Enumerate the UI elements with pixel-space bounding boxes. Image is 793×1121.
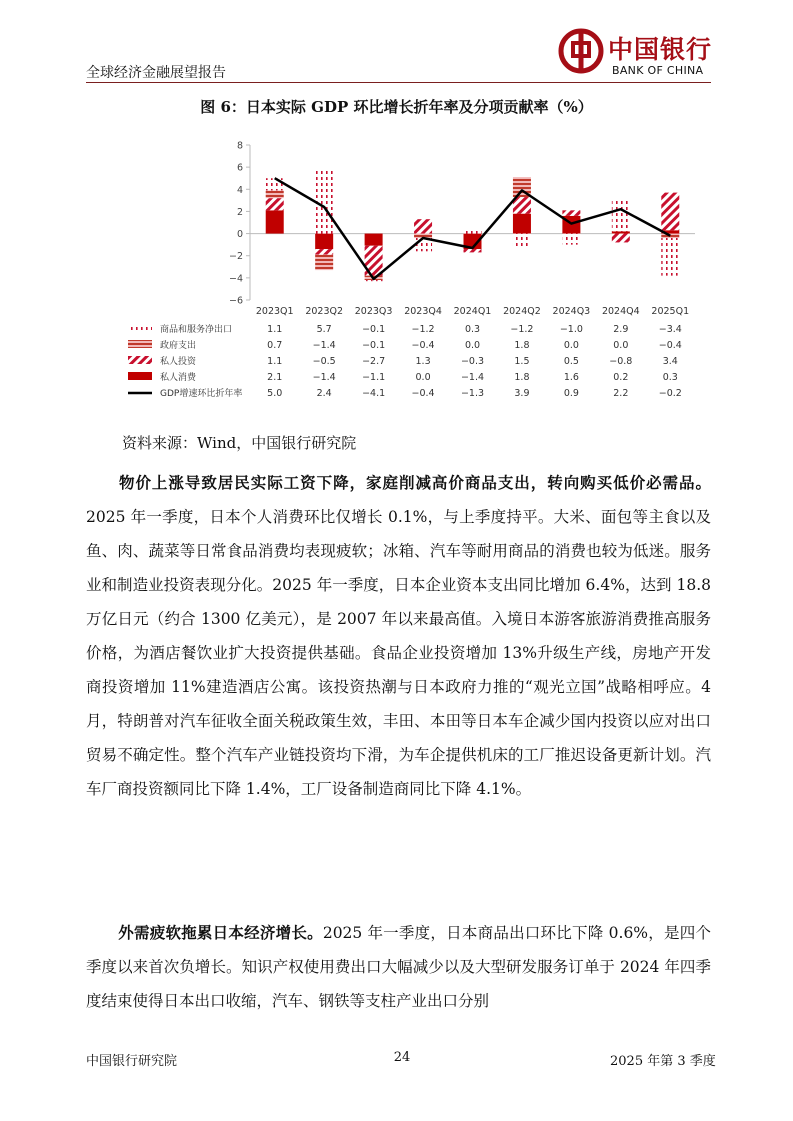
x-tick-label: 2024Q2 [503, 306, 541, 317]
legend-key-solid-red [128, 372, 152, 380]
table-cell: 1.1 [267, 324, 283, 335]
table-cell: −1.4 [460, 372, 485, 383]
table-cell: 3.4 [662, 356, 678, 367]
y-tick-label: 8 [236, 140, 243, 152]
table-cell: −0.3 [460, 356, 485, 367]
table-cell: −3.4 [658, 324, 682, 335]
table-cell: −4.1 [362, 388, 386, 399]
legend-label: 私人投资 [160, 357, 197, 367]
table-cell: 1.3 [415, 356, 431, 367]
y-tick-label: 6 [236, 162, 243, 174]
x-tick-label: 2023Q4 [404, 306, 442, 317]
table-cell: 0.9 [563, 388, 579, 399]
y-tick-label: 0 [236, 229, 243, 241]
table-cell: −1.3 [460, 388, 485, 399]
table-cell: −1.2 [510, 324, 534, 335]
paragraph-consumption-body: 2025 年一季度，日本个人消费环比仅增长 0.1%，与上季度持平。大米、面包等主食以及鱼、肉、蔬菜等日常食品消费均表现疲软；冰箱、汽车等耐用商品的消费也较为低迷。服务业和制造业投资表现分化。2025 年一季度，日本企业资本支出同比增加 6.4%，达到 18.8 万亿日元（约合 1300 亿美元），是 2007 年以来最高值。入境日本游客旅游消费推高服务价格，为酒店餐饮业扩大投资提供基础。食品企业投资增加 13%升级生产线，房地产开发商投资增加 11%建造酒店公寓。该投资热潮与日本政府力推的“观光立国”战略相呼应。4 月，特朗普对汽车征收全面关税政策生效，丰田、本田等日本车企减少国内投资以应对出口贸易不确定性。整个汽车产业链投资均下滑，为车企提供机床的工厂推迟设备更新计划。汽车厂商投资额同比下降 1.4%，工厂设备制造商同比下降 4.1%。 [86, 508, 711, 798]
table-cell: 3.9 [514, 388, 530, 399]
bar-diagonal-stripes-2024Q4 [612, 234, 630, 243]
table-cell: −0.4 [411, 340, 435, 351]
table-cell: −0.2 [658, 388, 682, 399]
bar-horizontal-stripes-2023Q2 [315, 255, 333, 271]
table-cell: 2.1 [267, 372, 283, 383]
paragraph-external-demand [86, 916, 711, 1018]
bar-dashed-red-2024Q1 [464, 230, 482, 233]
y-tick-label: 4 [236, 184, 243, 196]
x-tick-label: 2024Q1 [453, 306, 492, 317]
table-cell: 5.7 [316, 324, 332, 335]
y-tick-label: −4 [228, 273, 243, 285]
report-title: 全球经济金融展望报告 [86, 65, 226, 81]
paragraph-external-demand-lead: 外需疲软拖累日本经济增长。 [118, 923, 323, 942]
y-tick-label: −6 [228, 295, 243, 307]
x-tick-label: 2023Q2 [305, 306, 344, 317]
bank-logo-chinese: 中国银行 [608, 35, 713, 64]
bar-dashed-red-2023Q1 [266, 178, 284, 190]
legend-label: GDP增速环比折年率 [160, 389, 243, 399]
bar-solid-red-2023Q1 [266, 210, 284, 233]
legend-label: 私人消费 [160, 373, 197, 383]
table-cell: −0.4 [658, 340, 682, 351]
table-cell: 2.2 [613, 388, 629, 399]
gdp-contribution-chart [120, 135, 700, 415]
x-tick-label: 2024Q3 [552, 306, 591, 317]
legend-label: 商品和服务净出口 [160, 325, 233, 335]
table-cell: 0.3 [464, 324, 481, 335]
paragraph-external-demand-body: 2025 年一季度，日本商品出口环比下降 0.6%，是四个季度以来首次负增长。知识产权使用费出口大幅减少以及大型研发服务订单于 2024 年四季度结束使得日本出口收缩，汽车、钢铁等支柱产业出口分别 [86, 924, 711, 1010]
table-cell: 1.1 [267, 356, 283, 367]
legend-key-diagonal-stripes [128, 356, 152, 364]
bar-horizontal-stripes-2023Q1 [266, 190, 284, 198]
bar-diagonal-stripes-2024Q1 [464, 249, 482, 252]
bank-logo-icon [558, 28, 604, 74]
y-tick-label: 2 [236, 206, 243, 218]
bar-dashed-red-2024Q4 [612, 199, 630, 231]
legend-key-dashed-red [128, 324, 152, 332]
x-tick-label: 2024Q4 [601, 306, 640, 317]
table-cell: 2.4 [316, 388, 332, 399]
bar-solid-red-2023Q3 [365, 234, 383, 246]
bank-logo-english: BANK OF CHINA [612, 64, 704, 77]
footer-quarter: 2025 年第 3 季度 [610, 1054, 716, 1069]
table-cell: −1.0 [559, 324, 583, 335]
bar-dashed-red-2024Q2 [513, 234, 531, 247]
bank-logo [558, 28, 604, 74]
bar-dashed-red-2025Q1 [661, 238, 679, 276]
table-cell: −1.4 [312, 372, 336, 383]
table-cell: −0.1 [362, 340, 386, 351]
table-cell: 0.7 [267, 340, 283, 351]
table-cell: 0.5 [563, 356, 579, 367]
figure-title: 图 6：日本实际 GDP 环比增长折年率及分项贡献率（%） [200, 98, 593, 116]
table-cell: 0.0 [464, 340, 481, 351]
bar-solid-red-2024Q2 [513, 214, 531, 234]
table-cell: −0.4 [411, 388, 435, 399]
paragraph-consumption-lead: 物价上涨导致居民实际工资下降，家庭削减高价商品支出，转向购买低价必需品。 [118, 473, 711, 492]
header-rule [86, 82, 711, 83]
table-cell: 0.0 [613, 340, 629, 351]
bar-diagonal-stripes-2023Q4 [414, 219, 432, 233]
bar-diagonal-stripes-2024Q3 [562, 210, 580, 216]
table-cell: −0.1 [362, 324, 386, 335]
table-cell: 0.0 [415, 372, 431, 383]
table-cell: 1.5 [514, 356, 530, 367]
y-tick-label: −2 [228, 251, 243, 263]
table-cell: 1.8 [514, 340, 530, 351]
bar-diagonal-stripes-2023Q1 [266, 198, 284, 210]
table-cell: −0.5 [312, 356, 336, 367]
bar-solid-red-2024Q4 [612, 231, 630, 233]
table-cell: −2.7 [362, 356, 386, 367]
legend-key-horizontal-stripes [128, 340, 152, 348]
table-cell: 5.0 [267, 388, 283, 399]
table-cell: −1.1 [362, 372, 386, 383]
figure-source: 资料来源：Wind，中国银行研究院 [122, 434, 357, 452]
x-tick-label: 2025Q1 [651, 306, 690, 317]
table-cell: 0.3 [662, 372, 678, 383]
x-tick-label: 2023Q1 [255, 306, 294, 317]
gdp-growth-line [275, 178, 671, 279]
x-tick-label: 2023Q3 [354, 306, 393, 317]
table-cell: 1.8 [514, 372, 530, 383]
bar-diagonal-stripes-2023Q2 [315, 249, 333, 255]
table-cell: 0.0 [563, 340, 579, 351]
table-cell: 2.9 [613, 324, 629, 335]
table-cell: −1.4 [312, 340, 336, 351]
table-cell: −0.8 [609, 356, 633, 367]
table-cell: 1.6 [563, 372, 579, 383]
legend-label: 政府支出 [160, 341, 197, 351]
bar-solid-red-2023Q2 [315, 234, 333, 250]
page-number: 24 [393, 1050, 411, 1065]
bar-diagonal-stripes-2025Q1 [661, 193, 679, 231]
footer-institute: 中国银行研究院 [86, 1054, 178, 1069]
table-cell: 0.2 [613, 372, 629, 383]
table-cell: −1.2 [411, 324, 435, 335]
paragraph-consumption [86, 466, 711, 806]
bar-dashed-red-2024Q3 [562, 234, 580, 245]
bar-dashed-red-2023Q3 [365, 280, 383, 281]
